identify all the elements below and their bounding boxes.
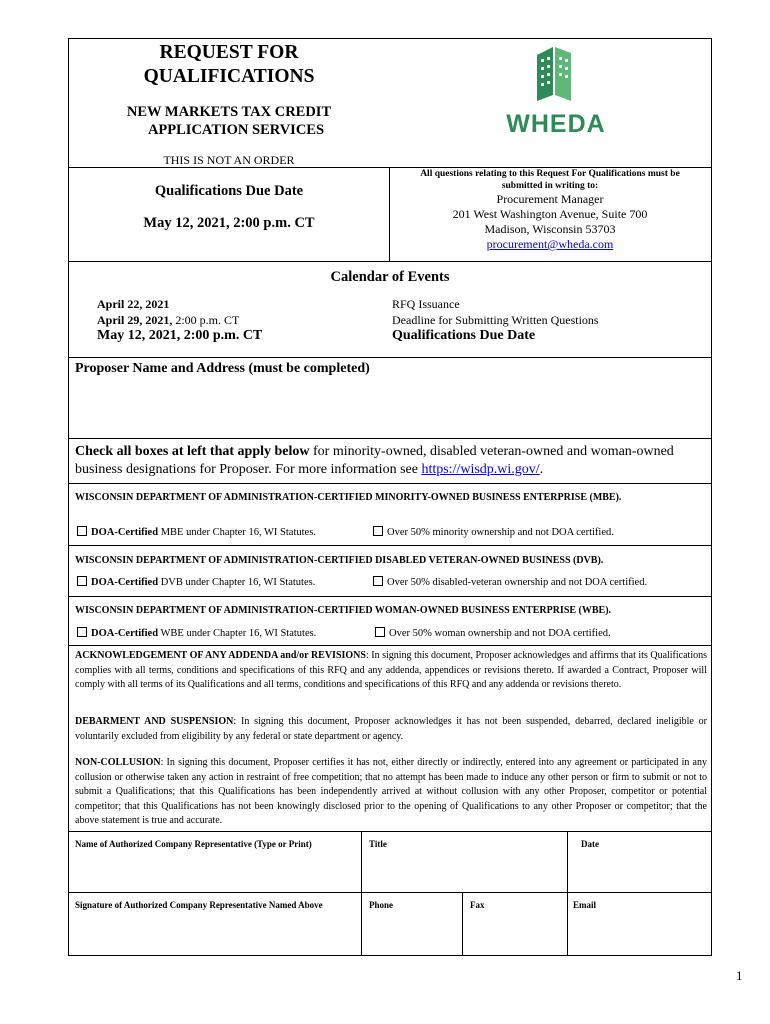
email-field[interactable] bbox=[571, 914, 709, 954]
acknowledgement-clause: ACKNOWLEDGEMENT OF ANY ADDENDA and/or REVISIONS: In signing this document, Proposer acknowledges and affirms that its Qualifications complies with all terms, conditions and specifications of this RFQ and any addenda, appendices or revisions thereto. If awarded a Contract, Proposer will comply with all terms of its Qualifications and all terms, conditions and specifications of this RFQ and any addenda or revisions thereto. bbox=[75, 650, 707, 690]
phone-label: Phone bbox=[369, 900, 394, 910]
not-order-notice: THIS IS NOT AN ORDER bbox=[163, 153, 295, 167]
mbe-over50-option[interactable]: Over 50% minority ownership and not DOA certified. bbox=[373, 526, 614, 540]
rep-name-label: Name of Authorized Company Representative (Type or Print) bbox=[75, 839, 312, 849]
calendar-events bbox=[392, 297, 599, 344]
wbe-over50-checkbox[interactable] bbox=[375, 627, 385, 637]
contact-email-link[interactable]: procurement@wheda.com bbox=[486, 237, 614, 251]
calendar-event-2: Deadline for Submitting Written Questions bbox=[392, 312, 599, 327]
signature-field[interactable] bbox=[71, 914, 359, 954]
contact-name: Procurement Manager bbox=[496, 192, 604, 206]
signature-label: Signature of Authorized Company Representative Named Above bbox=[75, 900, 323, 910]
phone-field[interactable] bbox=[365, 914, 460, 954]
wbe-doa-checkbox[interactable] bbox=[77, 627, 87, 637]
fax-label: Fax bbox=[470, 900, 485, 910]
mbe-over50-checkbox[interactable] bbox=[373, 526, 383, 536]
contact-address-1: 201 West Washington Avenue, Suite 700 bbox=[452, 207, 648, 221]
wisdp-link[interactable]: https://wisdp.wi.gov/ bbox=[421, 462, 540, 477]
due-date-label: Qualifications Due Date bbox=[154, 183, 304, 199]
contact-address-2: Madison, Wisconsin 53703 bbox=[484, 222, 616, 236]
due-date-value: May 12, 2021, 2:00 p.m. CT bbox=[143, 215, 315, 231]
dvb-heading: WISCONSIN DEPARTMENT OF ADMINISTRATION-CERTIFIED DISABLED VETERAN-OWNED BUSINESS (DVB). bbox=[75, 555, 604, 566]
dvb-over50-option[interactable]: Over 50% disabled-veteran ownership and not DOA certified. bbox=[373, 576, 647, 590]
fax-field[interactable] bbox=[466, 914, 565, 954]
questions-heading bbox=[389, 168, 711, 192]
wbe-over50-option[interactable]: Over 50% woman ownership and not DOA certified. bbox=[375, 627, 611, 641]
questions-heading-line-2: submitted in writing to: bbox=[501, 181, 599, 191]
title-label: Title bbox=[369, 839, 387, 849]
wbe-heading: WISCONSIN DEPARTMENT OF ADMINISTRATION-CERTIFIED WOMAN-OWNED BUSINESS ENTERPRISE (WBE). bbox=[75, 605, 612, 616]
proposer-name-address-field[interactable] bbox=[75, 381, 705, 437]
page-number: 1 bbox=[736, 968, 743, 983]
dvb-doa-option[interactable]: DOA-Certified DVB under Chapter 16, WI Statutes. bbox=[77, 576, 315, 590]
calendar-event-1: RFQ Issuance bbox=[392, 297, 460, 311]
rep-name-field[interactable] bbox=[71, 853, 359, 889]
calendar-date-1: April 22, 2021 bbox=[97, 297, 170, 311]
designations-intro: Check all boxes at left that apply below for minority-owned, disabled veteran-owned and woman-owned business designations for Proposer. For more information see https://wisdp.wi.gov/. bbox=[75, 444, 674, 477]
title-field[interactable] bbox=[365, 853, 565, 889]
building-icon bbox=[501, 45, 611, 103]
page-title bbox=[69, 41, 389, 89]
calendar-date-2: April 29, 2021, 2:00 p.m. CT bbox=[97, 312, 240, 327]
dvb-over50-checkbox[interactable] bbox=[373, 576, 383, 586]
title-line-1: REQUEST FOR bbox=[159, 42, 299, 63]
proposer-label: Proposer Name and Address (must be completed) bbox=[75, 361, 370, 376]
title-line-2: QUALIFICATIONS bbox=[143, 66, 315, 87]
mbe-doa-checkbox[interactable] bbox=[77, 526, 87, 536]
date-label: Date bbox=[581, 839, 599, 849]
questions-heading-line-1: All questions relating to this Request For Qualifications must be bbox=[420, 169, 680, 179]
wbe-doa-option[interactable]: DOA-Certified WBE under Chapter 16, WI Statutes. bbox=[77, 627, 316, 641]
mbe-heading: WISCONSIN DEPARTMENT OF ADMINISTRATION-CERTIFIED MINORITY-OWNED BUSINESS ENTERPRISE (MBE). bbox=[75, 492, 622, 503]
calendar-event-3: Qualifications Due Date bbox=[392, 328, 536, 343]
rfq-form bbox=[68, 38, 712, 956]
contact-block bbox=[389, 192, 711, 252]
subtitle-line-2: APPLICATION SERVICES bbox=[147, 122, 325, 138]
date-field[interactable] bbox=[571, 853, 709, 889]
calendar-title: Calendar of Events bbox=[330, 269, 450, 285]
calendar-dates bbox=[97, 297, 262, 344]
subtitle bbox=[69, 103, 389, 139]
wheda-logo bbox=[501, 45, 611, 138]
calendar-date-3: May 12, 2021, 2:00 p.m. CT bbox=[97, 328, 263, 343]
non-collusion-clause: NON-COLLUSION: In signing this document, Proposer certifies it has not, either directly or indirectly, entered into any agreement or participated in any collusion or otherwise taken any action in restraint of free competition; that no attempt has been made to induce any other person or firm to submit or not to submit a Qualifications; that this Qualifications has been independently arrived at without collusion with any other Proposer, competitor or potential competitor; that this Qualifications has not been knowingly disclosed prior to the opening of Qualifications to any other Proposer or competitor; that the above statement is true and accurate. bbox=[75, 757, 707, 826]
mbe-doa-option[interactable]: DOA-Certified MBE under Chapter 16, WI Statutes. bbox=[77, 526, 316, 540]
subtitle-line-1: NEW MARKETS TAX CREDIT bbox=[126, 104, 332, 120]
debarment-clause: DEBARMENT AND SUSPENSION: In signing this document, Proposer acknowledges it has not been suspended, debarred, declared ineligible or voluntarily excluded from eligibility by any federal or state department or agency. bbox=[75, 716, 707, 742]
dvb-doa-checkbox[interactable] bbox=[77, 576, 87, 586]
email-label: Email bbox=[573, 900, 597, 910]
logo-text: WHEDA bbox=[506, 110, 606, 138]
